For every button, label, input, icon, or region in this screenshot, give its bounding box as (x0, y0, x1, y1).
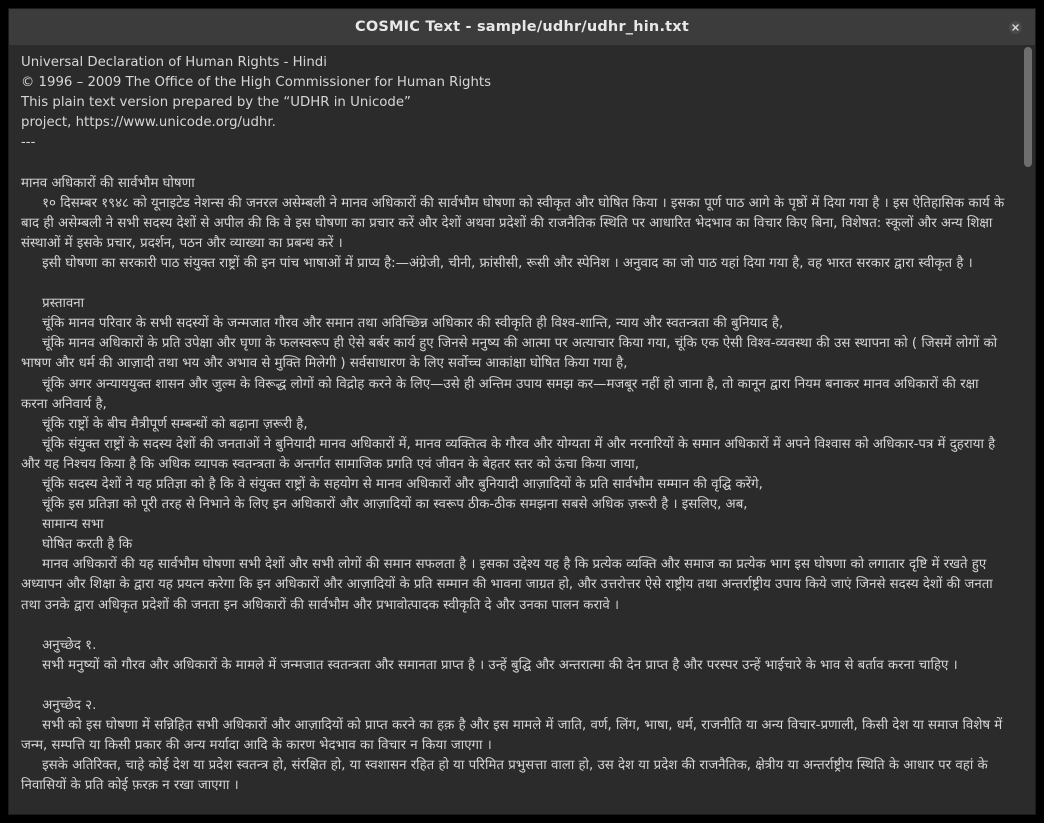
vertical-scrollbar[interactable] (1021, 45, 1035, 814)
document-line (21, 153, 1009, 173)
document-line: अनुच्छेद १. (21, 637, 97, 653)
document-line: घोषित करती है कि (21, 537, 133, 553)
document-line: चूंकि राष्ट्रों के बीच मैत्रीपूर्ण सम्बन्धों को बढ़ाना ज़रूरी है, (21, 416, 308, 432)
document-line: चूंकि मानव परिवार के सभी सदस्यों के जन्मजात गौरव और समान तथा अविच्छिन्न अधिकार की स्वीकृति ही विश्व-शान्ति, न्याय और स्वतन्त्रता की बुनियाद है, (21, 316, 784, 332)
document-line: १० दिसम्बर १९४८ को यूनाइटेड नेशन्स की जनरल असेम्बली ने मानव अधिकारों की सार्वभौम घोषणा को स्वीकृत और घोषित किया । इसका पूर्ण पाठ आगे के पृष्ठों में दिया गया है । इस ऐतिहासिक कार्य के बाद ही असेम्बली ने सभी सदस्य देशों से अपील की कि वे इस घोषणा का प्रचार करें और देशों अथवा प्रदेशों की राजनैतिक स्थिति पर आधारित भेदभाव का विचार किए बिना, विशेषत: स्कूलों और अन्य शिक्षा संस्थाओं में इसके प्रचार, प्रदर्शन, पठन और व्याख्या का प्रबन्ध करें । (21, 195, 1009, 251)
document-line: चूंकि सदस्य देशों ने यह प्रतिज्ञा को है कि वे संयुक्त राष्ट्रों के सहयोग से मानव अधिकारों और बुनियादी आज़ादियों के प्रति सार्वभौम सम्मान की वृद्घि करेंगे, (21, 476, 763, 492)
document-line: मानव अधिकारों की यह सार्वभौम घोषणा सभी देशों और सभी लोगों की समान सफलता है । इसका उद्देश्य यह है कि प्रत्येक व्यक्ति और समाज का प्रत्येक भाग इस घोषणा को लगातार दृष्टि में रखते हुए अध्यापन और शिक्षा के द्वारा यह प्रयत्न करेगा कि इन अधिकारों और आज़ादियों के प्रति सम्मान की भावना जाग्रत हो, और उत्तरोत्तर ऐसे राष्ट्रीय तथा अन्तर्राष्ट्रीय उपाय किये जाएं जिनसे सदस्य देशों की जनता तथा उनके द्वारा अधिकृत प्रदेशों की जनता इन अधिकारों की सार्वभौम और प्रभावोत्पादक स्वीकृति दे और उनका पालन करावे । (21, 557, 997, 613)
document-line (21, 616, 1009, 636)
document-line: मानव अधिकारों की सार्वभौम घोषणा (21, 175, 195, 191)
window-title: COSMIC Text - sample/udhr/udhr_hin.txt (355, 19, 689, 35)
document-line: This plain text version prepared by the “UDHR in Unicode” (21, 95, 411, 111)
document-line: © 1996 – 2009 The Office of the High Commissioner for Human Rights (21, 75, 492, 91)
document-line: चूंकि इस प्रतिज्ञा को पूरी तरह से निभाने के लिए इन अधिकारों और आज़ादियों का स्वरूप ठीक-ठीक समझना सबसे अधिक ज़रूरी है । इसलिए, अब, (21, 497, 748, 513)
document-line (21, 676, 1009, 696)
document-line: इसी घोषणा का सरकारी पाठ संयुक्त राष्ट्रों की इन पांच भाषाओं में प्राप्य है:—अंग्रेजी, चीनी, फ्रांसीसी, रूसी और स्पेनिश । अनुवाद का जो पाठ यहां दिया गया है, वह भारत सरकार द्वारा स्वीकृत है । (21, 255, 973, 271)
document-line: चूंकि मानव अधिकारों के प्रति उपेक्षा और घृणा के फलस्वरूप ही ऐसे बर्बर कार्य हुए जिनसे मनुष्य की आत्मा पर अत्याचार किया गया, चूंकि एक ऐसी विश्व-व्यवस्था की उस स्थापना को ( जिसमें लोगों को भाषण और धर्म की आज़ादी तथा भय और अभाव से मुक्ति मिलेगी ) सर्वसाधारण के लिए सर्वोच्च आकांक्षा घोषित किया गया है, (21, 336, 1002, 372)
document-line (21, 274, 1009, 294)
content-area (9, 45, 1035, 814)
text-document-view[interactable] (9, 45, 1021, 814)
scrollbar-thumb[interactable] (1024, 47, 1032, 167)
document-line: चूंकि संयुक्त राष्ट्रों के सदस्य देशों की जनताओं ने बुनियादी मानव अधिकारों में, मानव व्यक्तित्व के गौरव और योग्यता में और नरनारियों के समान अधिकारों में अपने विश्वास को अधिकार-पत्र में दुहराया है और यह निश्चय किया है कि अधिक व्यापक स्वतन्त्रता के अन्तर्गत सामाजिक प्रगति एवं जीवन के बेहतर स्तर को ऊंचा किया जाया, (21, 436, 1000, 472)
document-line: सामान्य सभा (21, 517, 104, 533)
document-line: सभी मनुष्यों को गौरव और अधिकारों के मामले में जन्मजात स्वतन्त्रता और समानता प्राप्त है । उन्हें बुद्घि और अन्तरात्मा की देन प्राप्त है और परस्पर उन्हें भाईचारे के भाव से बर्ताव करना चाहिए । (21, 657, 958, 673)
document-line: project, https://www.unicode.org/udhr. (21, 115, 276, 131)
document-line: Universal Declaration of Human Rights - Hindi (21, 55, 327, 70)
close-icon[interactable] (1005, 17, 1025, 37)
document-line: अनुच्छेद २. (21, 698, 97, 713)
document-line: सभी को इस घोषणा में सन्निहित सभी अधिकारों और आज़ादियों को प्राप्त करने का हक़ है और इस मामले में जाति, वर्ण, लिंग, भाषा, धर्म, राजनीति या अन्य विचार-प्रणाली, किसी देश या समाज विशेष में जन्म, सम्पत्ति या किसी प्रकार की अन्य मर्यादा आदि के कारण भेदभाव का विचार न किया जाएगा । (21, 718, 1007, 754)
document-line: इसके अतिरिक्त, चाहे कोई देश या प्रदेश स्वतन्त्र हो, संरक्षित हो, या स्वशासन रहित हो या परिमित प्रभुसत्ता वाला हो, उस देश या प्रदेश की राजनैतिक, क्षेत्रीय या अन्तर्राष्ट्रीय स्थिति के आधार पर वहां के निवासियों के प्रति कोई फ़रक़ न रखा जाएगा । (21, 758, 992, 794)
document-line: चूंकि अगर अन्याययुक्त शासन और जुल्म के विरूद्ध लोगों को विद्रोह करने के लिए—उसे ही अन्तिम उपाय समझ कर—मजबूर नहीं हो जाना है, तो कानून द्वारा नियम बनाकर मानव अधिकारों की रक्षा करना अनिवार्य है, (21, 376, 983, 412)
document-line: प्रस्तावना (21, 296, 85, 312)
application-window (8, 8, 1036, 815)
title-bar (9, 9, 1035, 45)
document-line: --- (21, 135, 36, 151)
